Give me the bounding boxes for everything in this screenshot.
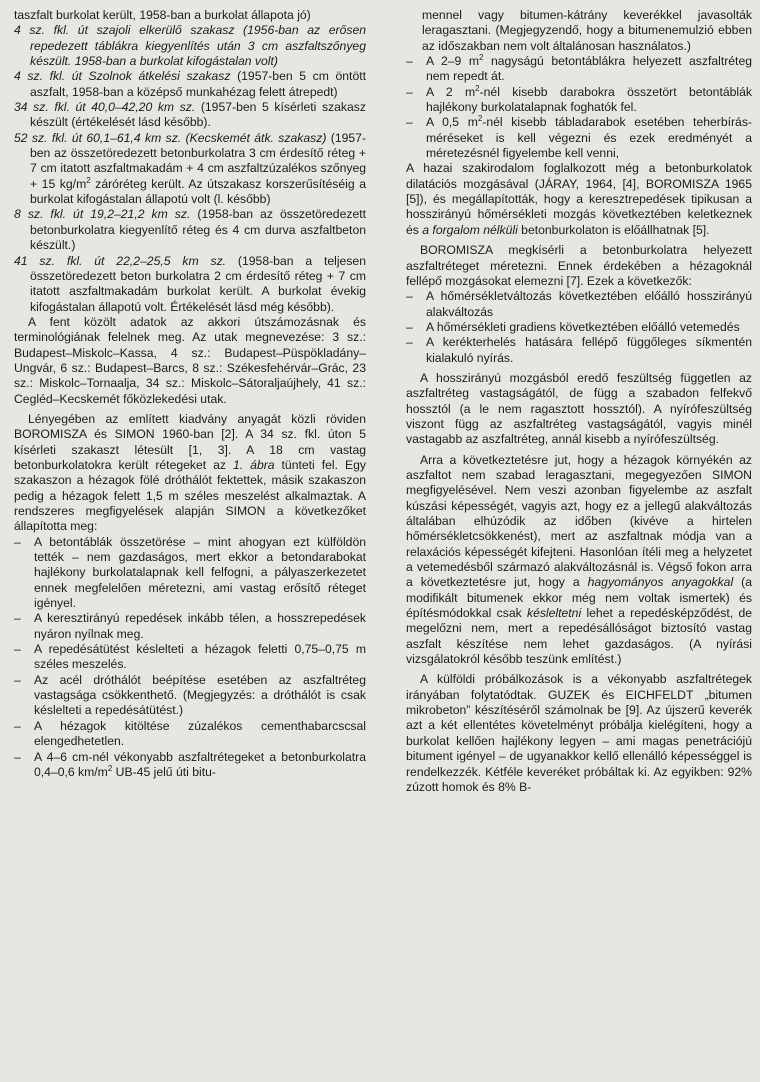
road-entry [14,100,366,131]
right-column [406,8,752,795]
slab-size-list [406,54,752,161]
list-item: – A hőmérsékletváltozás következtében előálló hosszirányú alakváltozás [406,289,752,319]
continued-entry: taszfalt burkolat került, 1958-ban a burkolat állapota jó) [14,8,311,22]
road-note: (1957-ben az összetöredezett betonburkolatra 3 cm érdesítő réteg + 7 cm itatott aszfaltmakadám + 4 cm aszfaltzúzalékos szőnyeg + 15 $kg/m^2$ záróréteg került. Az útszakasz korszerűsítéséig a burkolat kifogástalan állapotú volt (l. később) [30,130,366,207]
stress-paragraph: A hosszirányú mozgásból eredő feszültség független az aszfaltréteg vastagságától, de függ a szabadon felfekvő hossztól (a le nem ragasztott hossztól). A nyírófeszültség viszont függ az aszfaltréteg vastagságától, vagyis minél vastagabb az aszfaltréteg, annál kisebb a nyírófeszültség. [406,370,752,447]
road-entry [14,254,366,315]
list-item: – A keresztirányú repedések inkább télen, a hosszrepedések nyáron nyílnak meg. [14,611,366,641]
road-name: 4 sz. fkl. út Szolnok átkelési szakasz [14,69,231,84]
road-note: (1957-ben 5 cm öntött aszfalt, 1958-ban a középső munkahézag felett átrepedt) [30,69,366,99]
road-entry [14,23,366,69]
road-entry [14,69,366,100]
list-item: – A hézagok kitöltése zúzalékos cementhabarcscsal elengedhetetlen. [14,718,366,749]
list-item: – A 0,5 $m^2$-nél kisebb tábladarabok esetében teherbírás-méréseket is kell végezni és ezek eredményét a méretezésnél figyelembe kell venni, [406,114,752,161]
road-name: 8 sz. fkl. út 19,2–21,2 km sz. [14,207,191,222]
simon-findings-list [14,535,366,781]
simon-paragraph: Lényegében az említett kiadvány anyagát közli röviden BOROMISZA és SIMON 1960-ban [2]. A 34 sz. fkl. úton 5 kísérleti szakaszt létesült [1, 3]. A 18 cm vastag betonburkolatokra került rétegeket az 1. ábra tünteti fel. Egy szakaszon a hézagok fölé dróthálót fektettek, másik szakaszon pedig a hézagok felett 1,5 m széles meszelést alkalmaztak. A rendszeres megfigyelések alapján SIMON a következőket állapította meg: [14,411,366,534]
boromisza-paragraph: BOROMISZA megkísérli a betonburkolatra helyezett aszfaltréteget méretezni. Ennek érdekében a hézagoknál fellépő mozgásokat elemezni [7]. Ezek a következők: [406,243,752,288]
foreign-attempts-paragraph: A külföldi próbálkozások is a vékonyabb aszfaltrétegek irányában folytatódtak. GUZEK és EICHFELDT „bitumen mikrobeton” készítéséről számolnak be [9]. Az újszerű keverék azt a két ellentétes követelményt próbálja kielégíteni, hogy a burkolat kellően hajlékony legyen – ami magas penetrációjú bitument igényel – de ugyanakkor kellő ellenálló képességgel is rendelkezzék. Kétféle keveréket próbáltak ki. Az egyikben: 92% zúzott homok és 8% B- [406,672,752,794]
list-item: – A hőmérsékleti gradiens következtében előálló vetemedés [406,319,740,334]
road-entry [14,207,366,253]
literature-paragraph: A hazai szakirodalom foglalkozott még a betonburkolatok dilatációs mozgásával (JÁRAY, 1964, [4], BOROMISZA 1965 [5]), és megállapították, hogy a keresztrepedések tipikusan a hosszirányú hőmérsékleti mozgás következtében keletkeznek és a forgalom nélküli betonburkolaton is előállhatnak [5]. [406,161,752,237]
road-name: 41 sz. fkl. út 22,2–25,5 km sz. [14,253,227,268]
list-item: – A 2 $m^2$-nél kisebb darabokra összetört betontáblák hajlékony burkolatalapnak foghatók fel. [406,83,752,115]
continued-list-item: mennel vagy bitumen-kátrány keverékkel javasolták leragasztani. (Megjegyzendő, hogy a bitumenemulzió ebben az időszakban nem volt általánosan használatos.) [422,8,752,53]
list-item: – A 2–9 $m^2$ nagyságú betontáblákra helyezett aszfaltréteg nem repedt át. [406,53,752,84]
road-naming-paragraph: A fent közölt adatok az akkori útszámozásnak és terminológiának felelnek meg. Az utak megnevezése: 3 sz.: Budapest–Miskolc–Kassa, 4 sz.: Budapest–Püspökladány–Ungvár, 6 sz.: Budapest–Barcs, 8 sz.: Székesfehérvár–Grác, 23 sz.: Miskolc–Tornaalja, 34 sz.: Miskolc–Sátoraljaújhely, 41 sz.: Cegléd–Kecskemét főközlekedési utak. [14,314,366,406]
road-name: 52 sz. fkl. út 60,1–61,4 km sz. (Kecskemét átk. szakasz) [14,130,327,145]
list-item: – A repedésátütést késlelteti a hézagok feletti 0,75–0,75 m széles meszelés. [14,642,366,672]
list-item: – A betontáblák összetörése – mint ahogyan ezt külföldön tették – nem gazdaságos, mert ekkor a betondarabokat hajlékony burkolatalapnak kell felfogni, a pályaszerkezetet ennek megfelelően méretezni, ami vastag erősítő réteget igényel. [14,534,366,611]
road-note: (1956-ban az erősen repedezett táblákra kiegyenlítés után 3 cm aszfaltszőnyeg készült. 1958-ban a burkolat kifogástalan volt) [30,23,366,69]
road-note: (1957-ben 5 kísérleti szakasz készült (értékelését lásd később). [30,100,366,130]
list-item: – A kerékterhelés hatására fellépő függőleges síkmentén kialakuló nyírás. [406,335,752,365]
road-name: 34 sz. fkl. út 40,0–42,20 km sz. [14,100,196,115]
road-entry [14,131,366,208]
road-note: (1958-ban az összetöredezett betonburkolatra kiegyenlítő réteg és 4 cm durva aszfaltbeton készült.) [30,207,366,253]
road-list [14,23,366,315]
left-column [14,8,366,780]
list-item: – Az acél dróthálót beépítése esetében az aszfaltréteg vastagsága csökkenthető. (Megjegyzés: a dróthálót is csak késlelteti a repedésátütést.) [14,672,366,718]
list-item: – A 4–6 cm-nél vékonyabb aszfaltrétegeket a betonburkolatra 0,4–0,6 $km/m^2$ UB-45 jelű úti bitu- [14,749,366,779]
road-note: (1958-ban a teljesen összetöredezett beton burkolatra 2 cm érdesítő réteg + 7 cm itatott aszfaltmakadám burkolat került. A burkolat évekig kifogástalan állapotú volt. Értékelését lásd még később). [30,253,366,314]
figure-ref: 1. ábra [233,457,275,472]
conclusion-paragraph: Arra a következtetésre jut, hogy a hézagok környékén az aszfaltot nem szabad leragasztani, megegyezően SIMON megfigyelésével. Nem veszi azonban figyelembe az aszfalt kúszási képességét, vagyis azt, hogy ez a jellegű alakváltozás általában elhúzódik az időben (kivéve a hirtelen hőmérsékletcsökkenést), mert az aszfaltnak módja van a relaxációs képességét kifejteni. Hasonlóan ítéli meg a helyzetet a vetemedésből származó alakváltozásnál is. Végső fokon arra a következtetésre jut, hogy a hagyományos anyagokkal (a modifikált bitumenek ekkor még nem voltak ismertek) és építésmódokkal csak késleltetni lehet a repedésképződést, de megelőzni nem, mert a repedésállóságot biztosító vastag aszfalt készítése nem lehet gazdaságos. (A nyírási vizsgálatokról később teszünk említést.) [406,452,752,667]
road-name: 4 sz. fkl. út szajoli elkerülő szakasz [14,23,235,38]
movement-list [406,289,752,366]
